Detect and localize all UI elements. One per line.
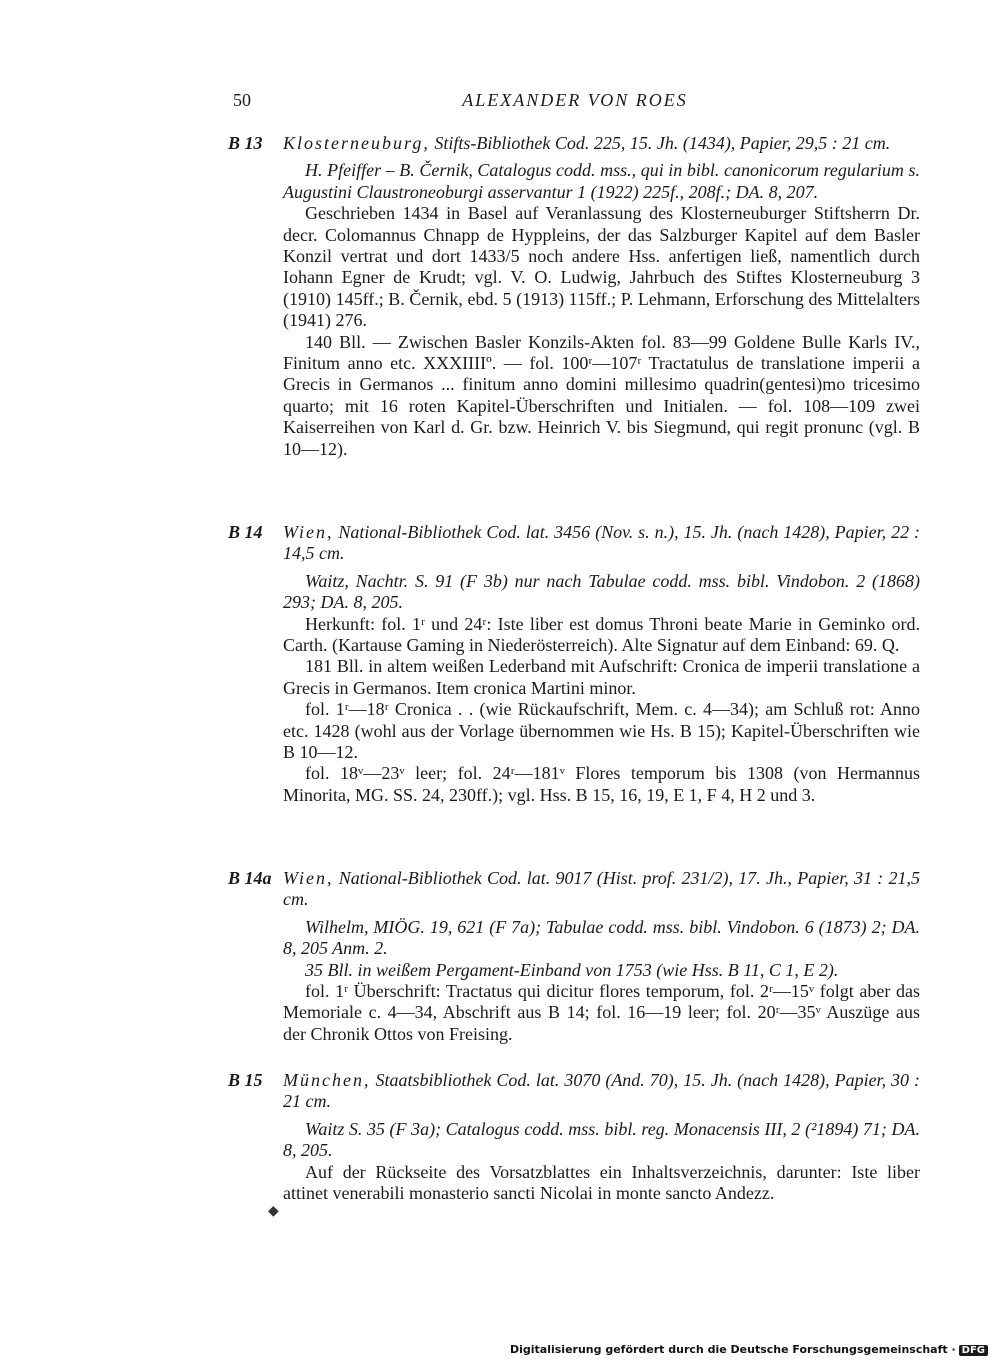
entry-paragraph: Waitz S. 35 (F 3a); Catalogus codd. mss. bibl. reg. Monacensis III, 2 (²1894) 71; DA. 8, 205. xyxy=(283,1118,920,1161)
entry-paragraph: Wilhelm, MIÖG. 19, 621 (F 7a); Tabulae codd. mss. bibl. Vindobon. 6 (1873) 2; DA. 8, 205 Anm. 2. xyxy=(283,916,920,959)
entry-paragraph: fol. 1ʳ—18ʳ Cronica . . (wie Rückaufschrift, Mem. c. 4—34); am Schluß rot: Anno etc. 1428 (wohl aus der Vorlage übernommen wie Hs. B 15); Kapitel-Überschriften wie B 10—12. xyxy=(283,699,920,763)
entry-paragraph: 35 Bll. in weißem Pergament-Einband von 1753 (wie Hss. B 11, C 1, E 2). xyxy=(305,959,839,980)
running-title: ALEXANDER VON ROES xyxy=(462,90,688,110)
entry-place: München, xyxy=(283,1070,371,1090)
margin-mark: ◆ xyxy=(268,1204,279,1219)
entry-heading-text: National-Bibliothek Cod. lat. 3456 (Nov. s. n.), 15. Jh. (nach 1428), Papier, 22 : 14,5 cm. xyxy=(283,522,920,564)
entry-heading xyxy=(228,133,920,154)
entry-heading xyxy=(228,868,920,911)
catalog-entry-b14a xyxy=(228,868,920,1045)
entry-siglum: B 14a xyxy=(228,868,272,888)
entry-paragraph: 181 Bll. in altem weißen Lederband mit Aufschrift: Cronica de imperii translatione a Grecis in Germanos. Item cronica Martini minor. xyxy=(283,656,920,698)
entry-heading xyxy=(228,1070,920,1113)
page-number: 50 xyxy=(233,90,251,110)
entry-paragraph: Auf der Rückseite des Vorsatzblattes ein Inhaltsverzeichnis, darunter: Iste liber attinet venerabili monasterio sancti Nicolai in monte sancto Andezz. xyxy=(283,1161,920,1204)
entry-paragraph: 140 Bll. — Zwischen Basler Konzils-Akten fol. 83—99 Goldene Bulle Karls IV., Finitum anno etc. XXXIIIIº. — fol. 100ʳ—107ʳ Tractatulus de translatione imperii a Grecis in Germanos ... finitum anno domini millesimo quadrin(gentesi)mo tricesimo quarto; mit 16 roten Kapitel-Überschriften und Initialen. — fol. 108—109 zwei Kaiserreihen von Karl d. Gr. bzw. Heinrich V. bis Siegmund, qui regit pronunc (vgl. B 10—12). xyxy=(283,331,920,459)
entry-paragraph: Geschrieben 1434 in Basel auf Veranlassung des Klosterneuburger Stiftsherrn Dr. decr. Colomannus Chnapp de Hyppleins, der das Salzburger Kapitel auf dem Basler Konzil vertrat und dort 1433/5 noch andere Hss. anfertigen ließ, namentlich durch Iohann Egner de Krudt; vgl. V. O. Ludwig, Jahrbuch des Stiftes Klosterneuburg 3 (1910) 145ff.; B. Černik, ebd. 5 (1913) 115ff.; P. Lehmann, Erforschung des Mittelalters (1941) 276. xyxy=(283,203,920,331)
catalog-entry-b13 xyxy=(228,133,920,460)
entry-place: Klosterneuburg, xyxy=(283,133,430,153)
entry-paragraph: H. Pfeiffer – B. Černik, Catalogus codd. mss., qui in bibl. canonicorum regularium s. Augustini Claustroneoburgi asservantur 1 (1922) 225f., 208f.; DA. 8, 207. xyxy=(283,160,920,202)
entry-heading-text: National-Bibliothek Cod. lat. 9017 (Hist. prof. 231/2), 17. Jh., Papier, 31 : 21,5 cm. xyxy=(283,868,920,910)
entry-place: Wien, xyxy=(283,868,334,888)
credit-text: Digitalisierung gefördert durch die Deutsche Forschungsgemeinschaft · xyxy=(509,1343,956,1356)
entry-heading-text: Staatsbibliothek Cod. lat. 3070 (And. 70), 15. Jh. (nach 1428), Papier, 30 : 21 cm. xyxy=(283,1070,920,1112)
entry-paragraph: Herkunft: fol. 1ʳ und 24ʳ: Iste liber est domus Throni beate Marie in Geminko ord. Carth. (Kartause Gaming in Niederösterreich). Alte Signatur auf dem Einband: 69. Q. xyxy=(283,613,920,656)
catalog-entry-b15 xyxy=(228,1070,920,1204)
entry-siglum: B 14 xyxy=(228,522,263,542)
dfg-logo: DFG xyxy=(959,1345,988,1356)
entry-paragraph: Waitz, Nachtr. S. 91 (F 3b) nur nach Tabulae codd. mss. bibl. Vindobon. 2 (1868) 293; DA. 8, 205. xyxy=(283,570,920,613)
catalog-entry-b14 xyxy=(228,522,920,806)
entry-place: Wien, xyxy=(283,522,334,542)
entry-paragraph: fol. 1ʳ Überschrift: Tractatus qui dicitur flores temporum, fol. 2ʳ—15ᵛ folgt aber das Memoriale c. 4—34, Abschrift aus B 14; fol. 16—19 leer; fol. 20ʳ—35ᵛ Auszüge aus der Chronik Ottos von Freising. xyxy=(283,981,920,1044)
digitization-credit xyxy=(510,1343,988,1356)
entry-heading-text: Stifts-Bibliothek Cod. 225, 15. Jh. (1434), Papier, 29,5 : 21 cm. xyxy=(429,133,891,153)
page-header xyxy=(233,90,917,114)
entry-paragraph: fol. 18ᵛ—23ᵛ leer; fol. 24ʳ—181ᵛ Flores temporum bis 1308 (von Hermannus Minorita, MG. SS. 24, 230ff.); vgl. Hss. B 15, 16, 19, E 1, F 4, H 2 und 3. xyxy=(283,763,920,805)
entry-heading xyxy=(228,522,920,565)
entry-siglum: B 15 xyxy=(228,1070,263,1090)
entry-siglum: B 13 xyxy=(228,133,263,153)
